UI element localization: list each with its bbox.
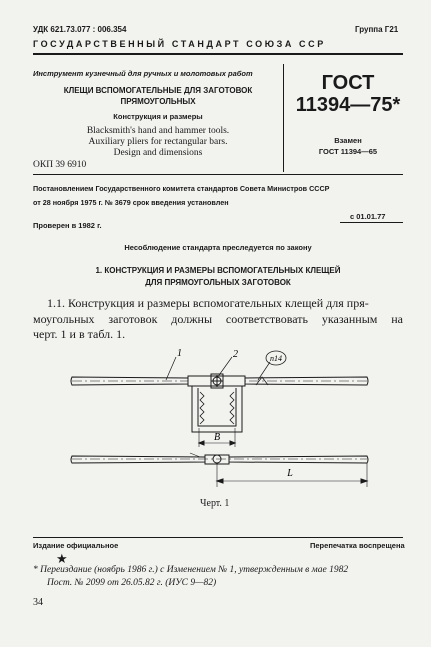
dimension-l: L bbox=[287, 468, 293, 479]
section-heading-line-2: ДЛЯ ПРЯМОУГОЛЬНЫХ ЗАГОТОВОК bbox=[145, 278, 291, 287]
pliers-drawing bbox=[0, 345, 431, 515]
right-handle-bottom bbox=[229, 456, 368, 463]
effective-date: с 01.01.77 bbox=[350, 212, 386, 221]
group-code: Группа Г21 bbox=[355, 25, 399, 34]
dimension-b: B bbox=[213, 432, 221, 443]
replaces-label: Взамен bbox=[334, 136, 362, 145]
checked-year: Проверен в 1982 г. bbox=[33, 221, 102, 230]
reissue-note-line-1: * Переиздание (ноябрь 1986 г.) с Изменением № 1, утвержденным в мае 1982 bbox=[33, 565, 349, 575]
decree-line-1: Постановлением Государственного комитета стандартов Совета Министров СССР bbox=[33, 184, 330, 193]
callout-2: 2 bbox=[233, 349, 238, 360]
english-title bbox=[33, 126, 283, 159]
title-line-1: КЛЕЩИ ВСПОМОГАТЕЛЬНЫЕ ДЛЯ ЗАГОТОВОК bbox=[63, 86, 253, 95]
replaces-value: ГОСТ 11394—65 bbox=[318, 147, 378, 156]
drawing-caption: Черт. 1 bbox=[200, 498, 230, 509]
tool-category: Инструмент кузнечный для ручных и молотовых работ bbox=[33, 69, 253, 78]
left-handle-bottom bbox=[71, 456, 205, 463]
udk-code: УДК 621.73.077 : 006.354 bbox=[33, 25, 127, 34]
title-line-2: ПРЯМОУГОЛЬНЫХ bbox=[120, 97, 196, 106]
okp-code: ОКП 39 6910 bbox=[33, 160, 87, 170]
paragraph-line-1: 1.1. Конструкция и размеры вспомогательных клещей для пря- bbox=[47, 296, 369, 310]
jaw-outer bbox=[192, 386, 242, 432]
title-block-rule bbox=[33, 174, 403, 175]
official-edition: Издание официальное bbox=[33, 541, 119, 550]
english-title-line-3: Design and dimensions bbox=[113, 148, 203, 158]
header-rule bbox=[33, 53, 403, 55]
legal-warning: Несоблюдение стандарта преследуется по закону bbox=[124, 243, 312, 252]
subtitle: Конструкция и размеры bbox=[113, 112, 203, 121]
gost-number: 11394—75* bbox=[295, 94, 401, 116]
callout-1: 1 bbox=[177, 348, 182, 359]
title-divider bbox=[283, 64, 284, 172]
page-number: 34 bbox=[33, 597, 43, 608]
date-underline bbox=[340, 222, 403, 223]
reprint-prohibited: Перепечатка воспрещена bbox=[310, 541, 405, 550]
decree-line-2: от 28 ноября 1975 г. № 3679 срок введения установлен bbox=[33, 198, 229, 207]
star-icon: ★ bbox=[56, 551, 68, 566]
roughness-label: n14 bbox=[270, 354, 282, 363]
gost-label: ГОСТ bbox=[321, 72, 375, 94]
section-heading-line-1: 1. КОНСТРУКЦИЯ И РАЗМЕРЫ ВСПОМОГАТЕЛЬНЫХ КЛЕЩЕЙ bbox=[95, 266, 341, 275]
english-title-line-1: Blacksmith's hand and hammer tools. bbox=[86, 126, 230, 136]
reissue-note-line-2: Пост. № 2099 от 26.05.82 г. (ИУС 9—82) bbox=[47, 578, 217, 588]
paragraph-line-3: черт. 1 и в табл. 1. bbox=[33, 327, 126, 341]
footer-rule bbox=[33, 537, 403, 538]
state-standard-header: ГОСУДАРСТВЕННЫЙ СТАНДАРТ СОЮЗА ССР bbox=[33, 39, 326, 49]
paragraph-line-2: моугольных заготовок должны соответствовать указанным на bbox=[33, 312, 403, 326]
english-title-line-2: Auxiliary pliers for rectangular bars. bbox=[88, 137, 228, 147]
